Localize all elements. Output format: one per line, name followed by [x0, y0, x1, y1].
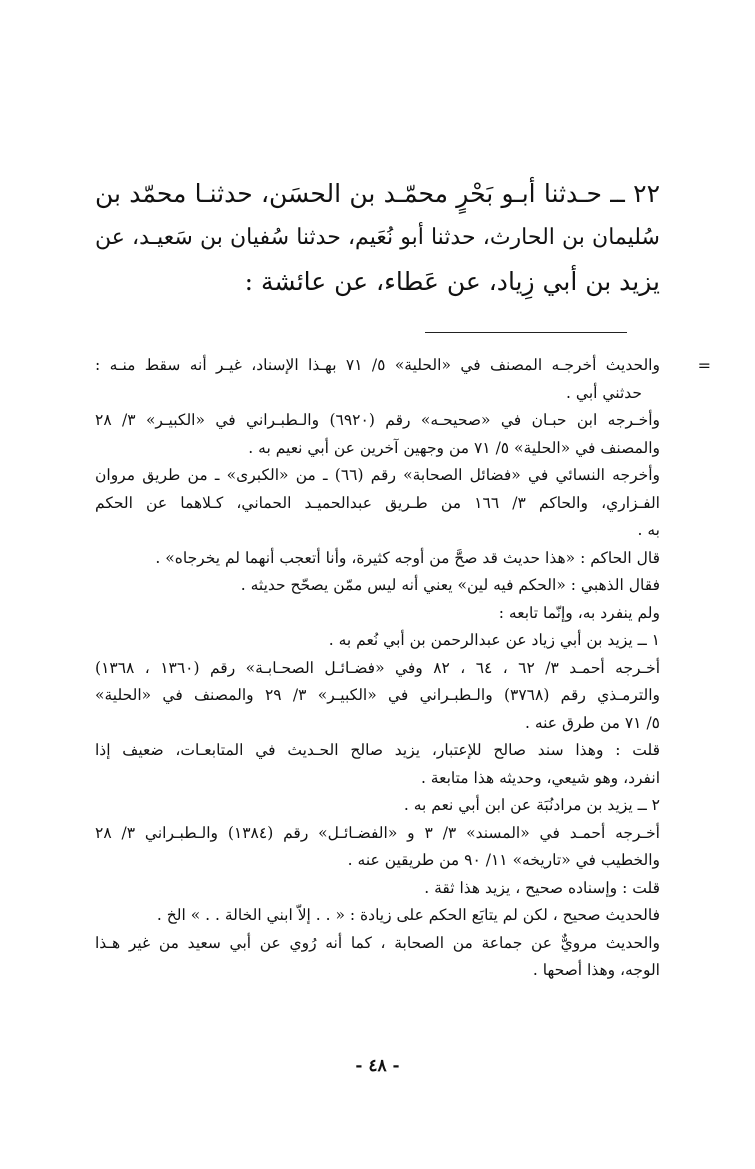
- footnote-line: ولم ينفرد به، وإنّما تابعه :: [498, 603, 660, 622]
- hadith-text: [95, 172, 660, 304]
- footnote-line: به .: [637, 521, 660, 539]
- footnote-line: فالحديث صحيح ، لكن لم يتابَع الحكم على زيادة : « . . إلاّ ابني الخالة . . » الخ .: [156, 906, 660, 924]
- hadith-line: يزيد بن أبي زِياد، عن عَطاء، عن عائشة :: [244, 267, 660, 296]
- footnote-line: فقال الذهبي : «الحكم فيه لين» يعني أنه ليس ممّن يصحّح حديثه .: [240, 576, 660, 594]
- footnote-line: والترمـذي رقم (٣٧٦٨) والـطبـراني في «الكبيـر» ٣/ ٢٩ والمصنف في «الحلية»: [95, 686, 661, 704]
- hadith-line: ٢٢ ــ حـدثنا أبـو بَحْرٍ محمّـد بن الحسَن، حدثنـا محمّد بن: [95, 179, 660, 208]
- footnote-line: ٥/ ٧١ من طرق عنه .: [524, 713, 660, 732]
- footnote-line: وأخـرجه ابن حبـان في «صحيحـه» رقم (٦٩٢٠) والـطبـراني في «الكبيـر» ٣/ ٢٨: [95, 411, 661, 429]
- footnote-line: قلت : وإسناده صحيح ، يزيد هذا ثقة .: [424, 878, 660, 897]
- footnote-line: والمصنف في «الحلية» ٥/ ٧١ من وجهين آخرين عن أبي نعيم به .: [248, 438, 660, 457]
- footnote-line: انفرد، وهو شيعي، وحديثه هذا متابعة .: [420, 768, 660, 787]
- footnote-line: ١ ــ يزيد بن أبي زياد عن عبدالرحمن بن أبي نُعم به .: [328, 631, 660, 649]
- footnote-line: الفـزاري، والحاكم ٣/ ١٦٦ من طـريق عبدالحميـد الحماني، كـلاهما عن الحكم: [95, 493, 660, 512]
- footnote-line: قال الحاكم : «هذا حديث قد صحَّ من أوجه كثيرة، وأنا أتعجب أنهما لم يخرجاه» .: [155, 548, 660, 567]
- footnotes: [95, 352, 660, 985]
- hadith-line: سُليمان بن الحارث، حدثنا أبو نُعَيم، حدثنا سُفيان بن سَعيـد، عن: [95, 225, 660, 250]
- footnote-line: والحديث أخرجـه المصنف في «الحلية» ٥/ ٧١ بهـذا الإسناد، غيـر أنه سقط منـه :: [95, 356, 660, 374]
- footnote-line: أخـرجه أحمـد ٣/ ٦٢ ، ٦٤ ، ٨٢ وفي «فضـائـل الصحـابـة» رقم (١٣٦٠ ، ١٣٦٨): [95, 658, 661, 677]
- footnote-line: الوجه، وهذا أصحها .: [532, 961, 660, 979]
- page-number: - ٤٨ -: [355, 1056, 400, 1076]
- footnote-line: ٢ ــ يزيد بن مرادنُبَة عن ابن أبي نعم به .: [403, 796, 660, 814]
- footnote-separator: [425, 332, 627, 333]
- footnote-continuation-marker: =: [697, 356, 711, 375]
- footnote-line: أخـرجه أحمـد في «المسند» ٣/ ٣ و «الفضـائـل» رقم (١٣٨٤) والـطبـراني ٣/ ٢٨: [95, 823, 660, 842]
- footnote-line: والخطيب في «تاريخه» ١١/ ٩٠ من طريقين عنه .: [347, 851, 660, 869]
- footnote-line: والحديث مرويٌّ عن جماعة من الصحابة ، كما أنه رُوي عن أبي سعيد من غير هـذا: [95, 933, 660, 952]
- footnote-line: حدثني أبي .: [566, 383, 642, 402]
- footnote-line: وأخرجه النسائي في «فضائل الصحابة» رقم (٦٦) ـ من «الكبرى» ـ من طريق مروان: [95, 466, 660, 484]
- footnote-line: قلت : وهذا سند صالح للإعتبار، يزيد صالح الحـديث في المتابعـات، ضعيف إذا: [95, 741, 660, 759]
